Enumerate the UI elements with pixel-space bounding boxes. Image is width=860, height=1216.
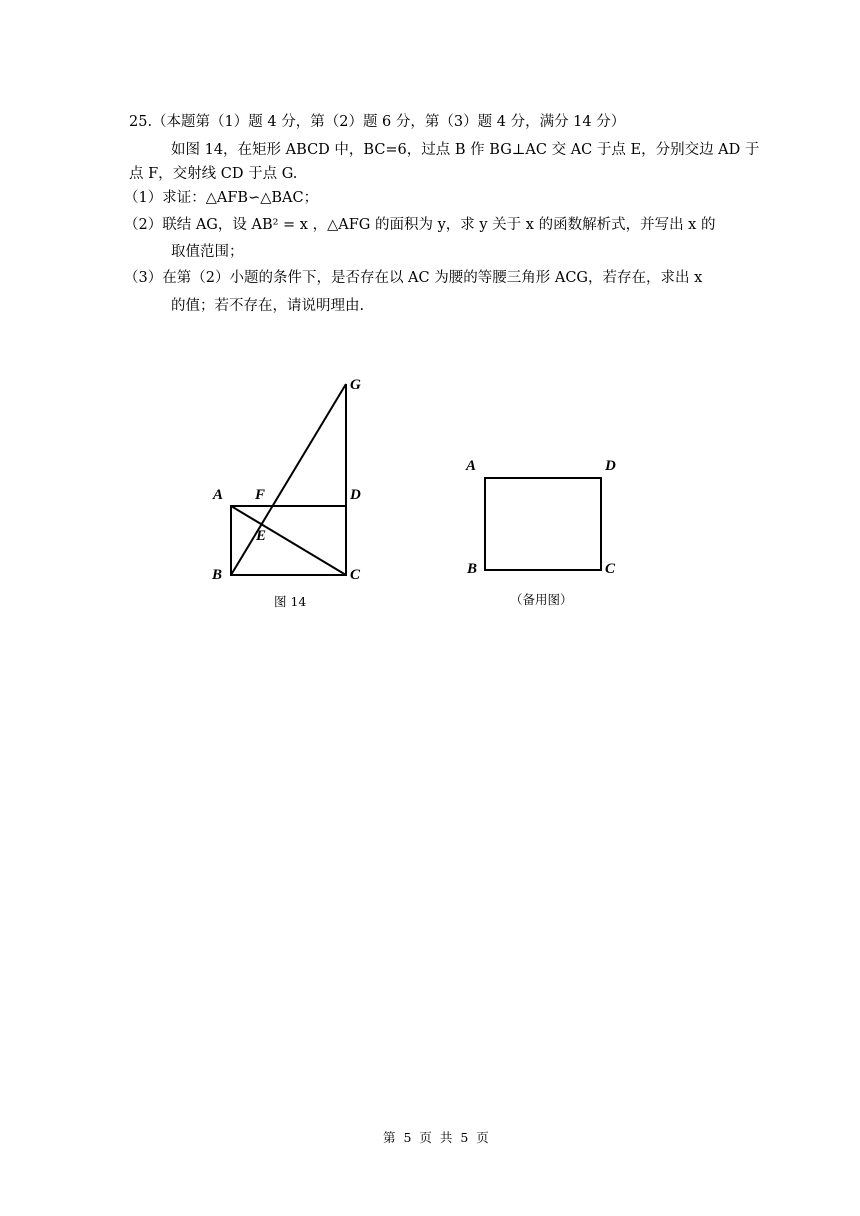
part-3-line-2: 的值；若不存在，请说明理由. bbox=[171, 298, 365, 314]
part-3-line-1: （3）在第（2）小题的条件下，是否存在以 AC 为腰的等腰三角形 ACG，若存在，求出 x bbox=[124, 270, 703, 286]
label-b: B bbox=[212, 567, 223, 583]
spare-label-b: B bbox=[467, 561, 478, 577]
label-a: A bbox=[213, 487, 224, 503]
label-d: D bbox=[350, 487, 361, 503]
part-1: （1）求证：△AFB∽△BAC； bbox=[124, 190, 319, 206]
rectangle-abcd-spare bbox=[485, 478, 601, 570]
spare-label-d: D bbox=[605, 458, 616, 474]
figure-14-caption: 图 14 bbox=[274, 594, 307, 609]
figure-spare bbox=[485, 478, 601, 570]
figure-14 bbox=[231, 384, 346, 575]
part-2-line-2: 取值范围； bbox=[171, 244, 244, 260]
label-f: F bbox=[255, 487, 266, 503]
figure-spare-caption: （备用图） bbox=[510, 592, 573, 607]
question-intro-line-2: 点 F，交射线 CD 于点 G. bbox=[129, 166, 298, 182]
page-footer: 第 5 页 共 5 页 bbox=[383, 1130, 491, 1145]
part-2-line-1: （2）联结 AG，设 AB² = x ，△AFG 的面积为 y，求 y 关于 x 的函数解析式，并写出 x 的 bbox=[124, 217, 716, 233]
spare-label-c: C bbox=[605, 561, 616, 577]
spare-label-a: A bbox=[466, 458, 477, 474]
question-intro-line-1: 如图 14，在矩形 ABCD 中，BC=6，过点 B 作 BG⊥AC 交 AC 于点 E，分别交边 AD 于 bbox=[171, 142, 760, 158]
label-g: G bbox=[350, 377, 361, 393]
label-e: E bbox=[256, 528, 267, 544]
question-header: 25.（本题第（1）题 4 分，第（2）题 6 分，第（3）题 4 分，满分 14 分） bbox=[129, 114, 626, 130]
diagonal-ac bbox=[231, 506, 346, 575]
segment-bg bbox=[231, 384, 346, 575]
label-c: C bbox=[350, 567, 361, 583]
